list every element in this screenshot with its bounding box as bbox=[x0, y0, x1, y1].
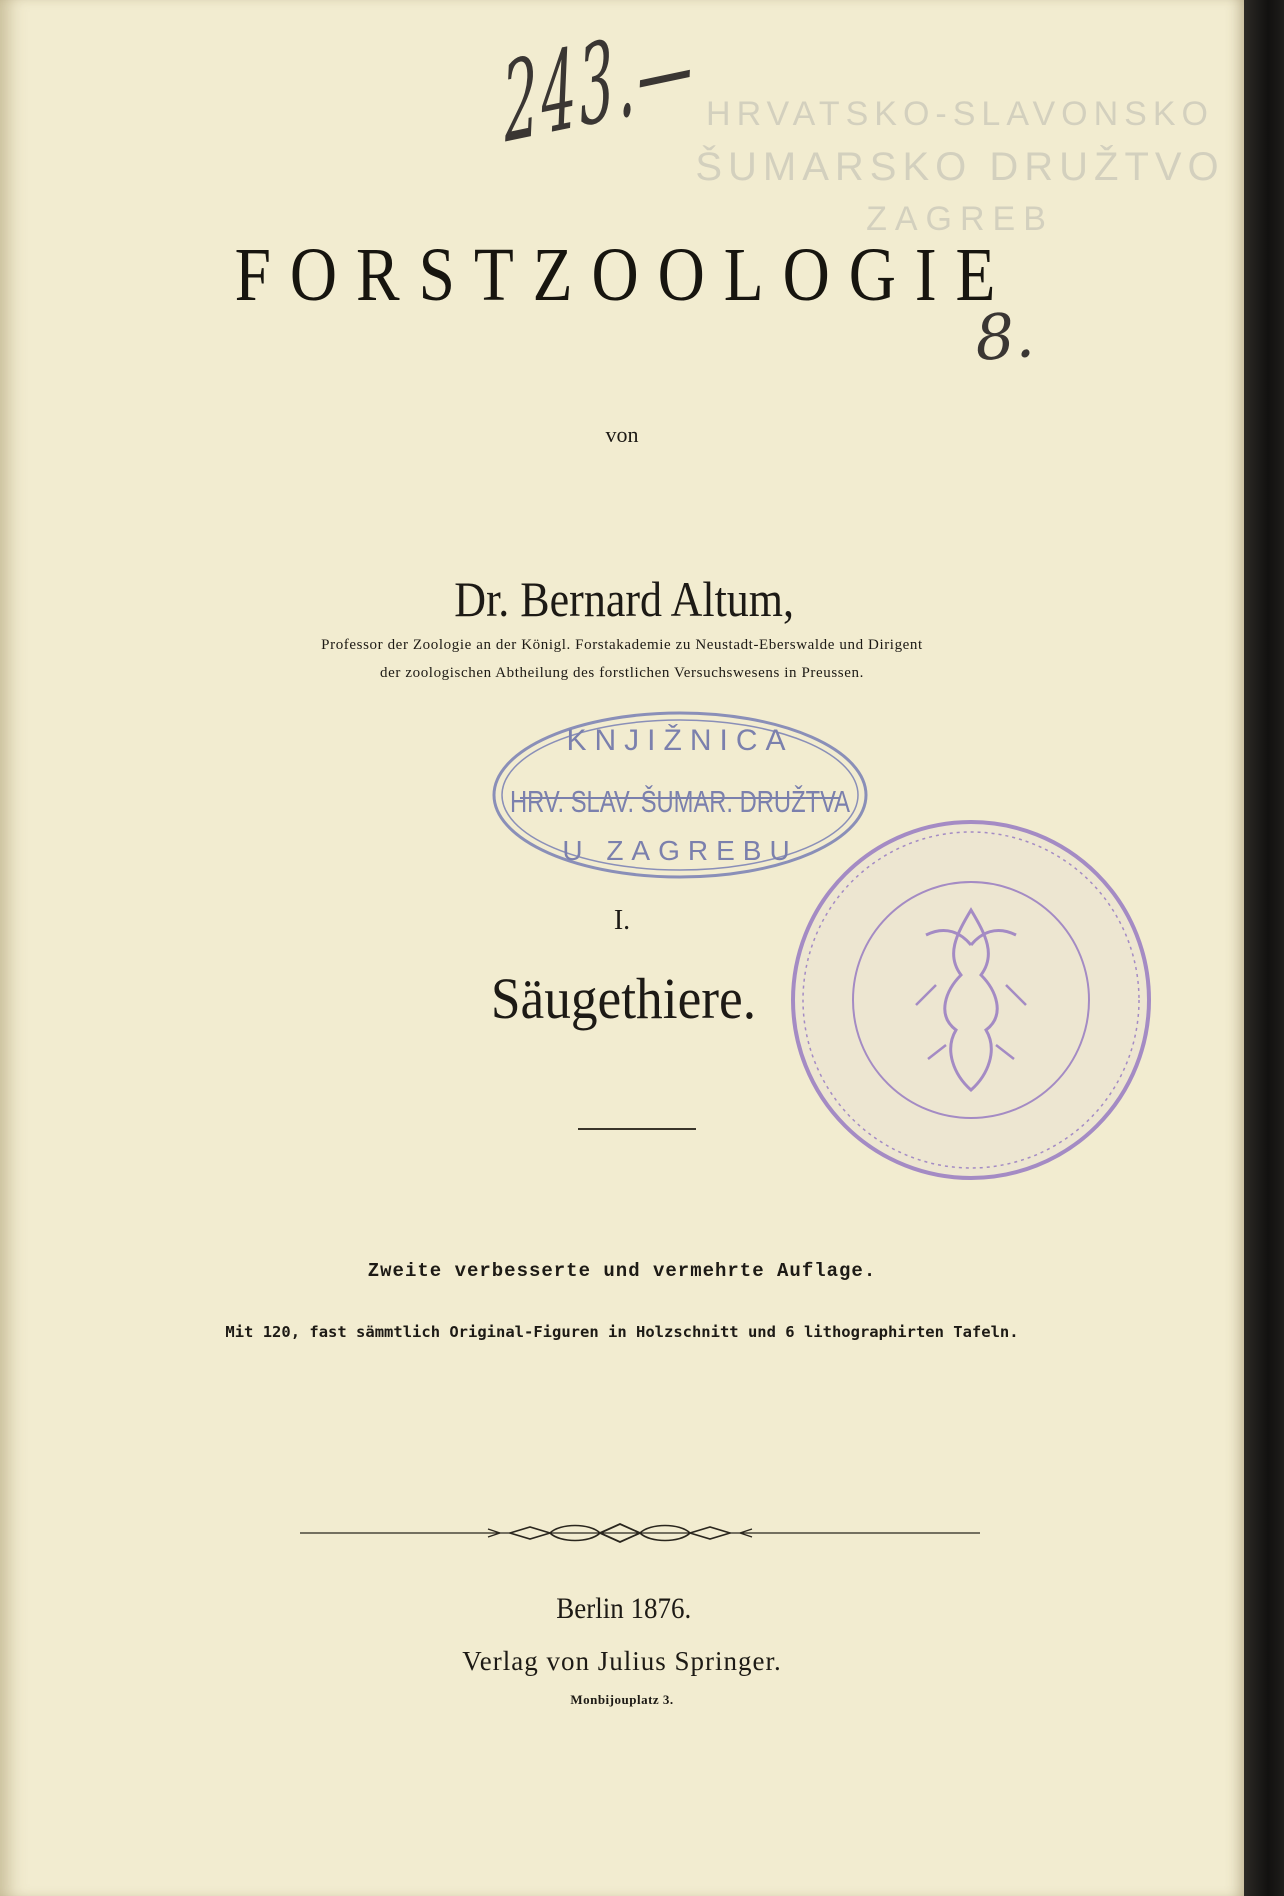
publisher-address: Monbijouplatz 3. bbox=[570, 1692, 674, 1707]
volume-number: I. bbox=[613, 905, 631, 936]
place-and-year: Berlin 1876. bbox=[556, 1592, 692, 1625]
handwritten-shelfmark: 8. bbox=[972, 298, 1037, 375]
publisher: Verlag von Julius Springer. bbox=[462, 1646, 782, 1676]
oval-stamp-line-2: HRV. SLAV. ŠUMAR. DRUŽTVA bbox=[510, 784, 851, 819]
figures-note: Mit 120, fast sämmtlich Original-Figuren in Holzschnitt und 6 lithographirten Tafeln. bbox=[225, 1323, 1019, 1341]
oval-stamp-line-1: KNJIŽNICA bbox=[566, 724, 794, 757]
faded-stamp bbox=[690, 80, 1230, 250]
faded-stamp-line-3: ZAGREB bbox=[866, 200, 1054, 238]
ornamental-divider bbox=[300, 1521, 980, 1545]
volume-subject: Säugethiere. bbox=[490, 966, 757, 1031]
handwritten-price: 243.— bbox=[500, 0, 699, 168]
oval-stamp-line-3: U ZAGREBU bbox=[562, 835, 798, 866]
book-binding-edge bbox=[1244, 0, 1284, 1896]
divider-rule bbox=[578, 1128, 696, 1130]
faded-stamp-line-1: HRVATSKO-SLAVONSKO bbox=[706, 95, 1214, 133]
by-line: von bbox=[605, 422, 639, 447]
author-affiliation-line-1: Professor der Zoologie an der Königl. Forstakademie zu Neustadt-Eberswalde und Dirigent bbox=[321, 637, 923, 653]
author-affiliation-line-2: der zoologischen Abtheilung des forstlichen Versuchswesens in Preussen. bbox=[380, 665, 864, 681]
edition-statement: Zweite verbesserte und vermehrte Auflage. bbox=[367, 1260, 877, 1282]
book-title: FORSTZOOLOGIE bbox=[234, 233, 1015, 317]
author-name: Dr. Bernard Altum, bbox=[454, 571, 795, 627]
faded-stamp-line-2: ŠUMARSKO DRUŽTVO bbox=[695, 145, 1225, 189]
